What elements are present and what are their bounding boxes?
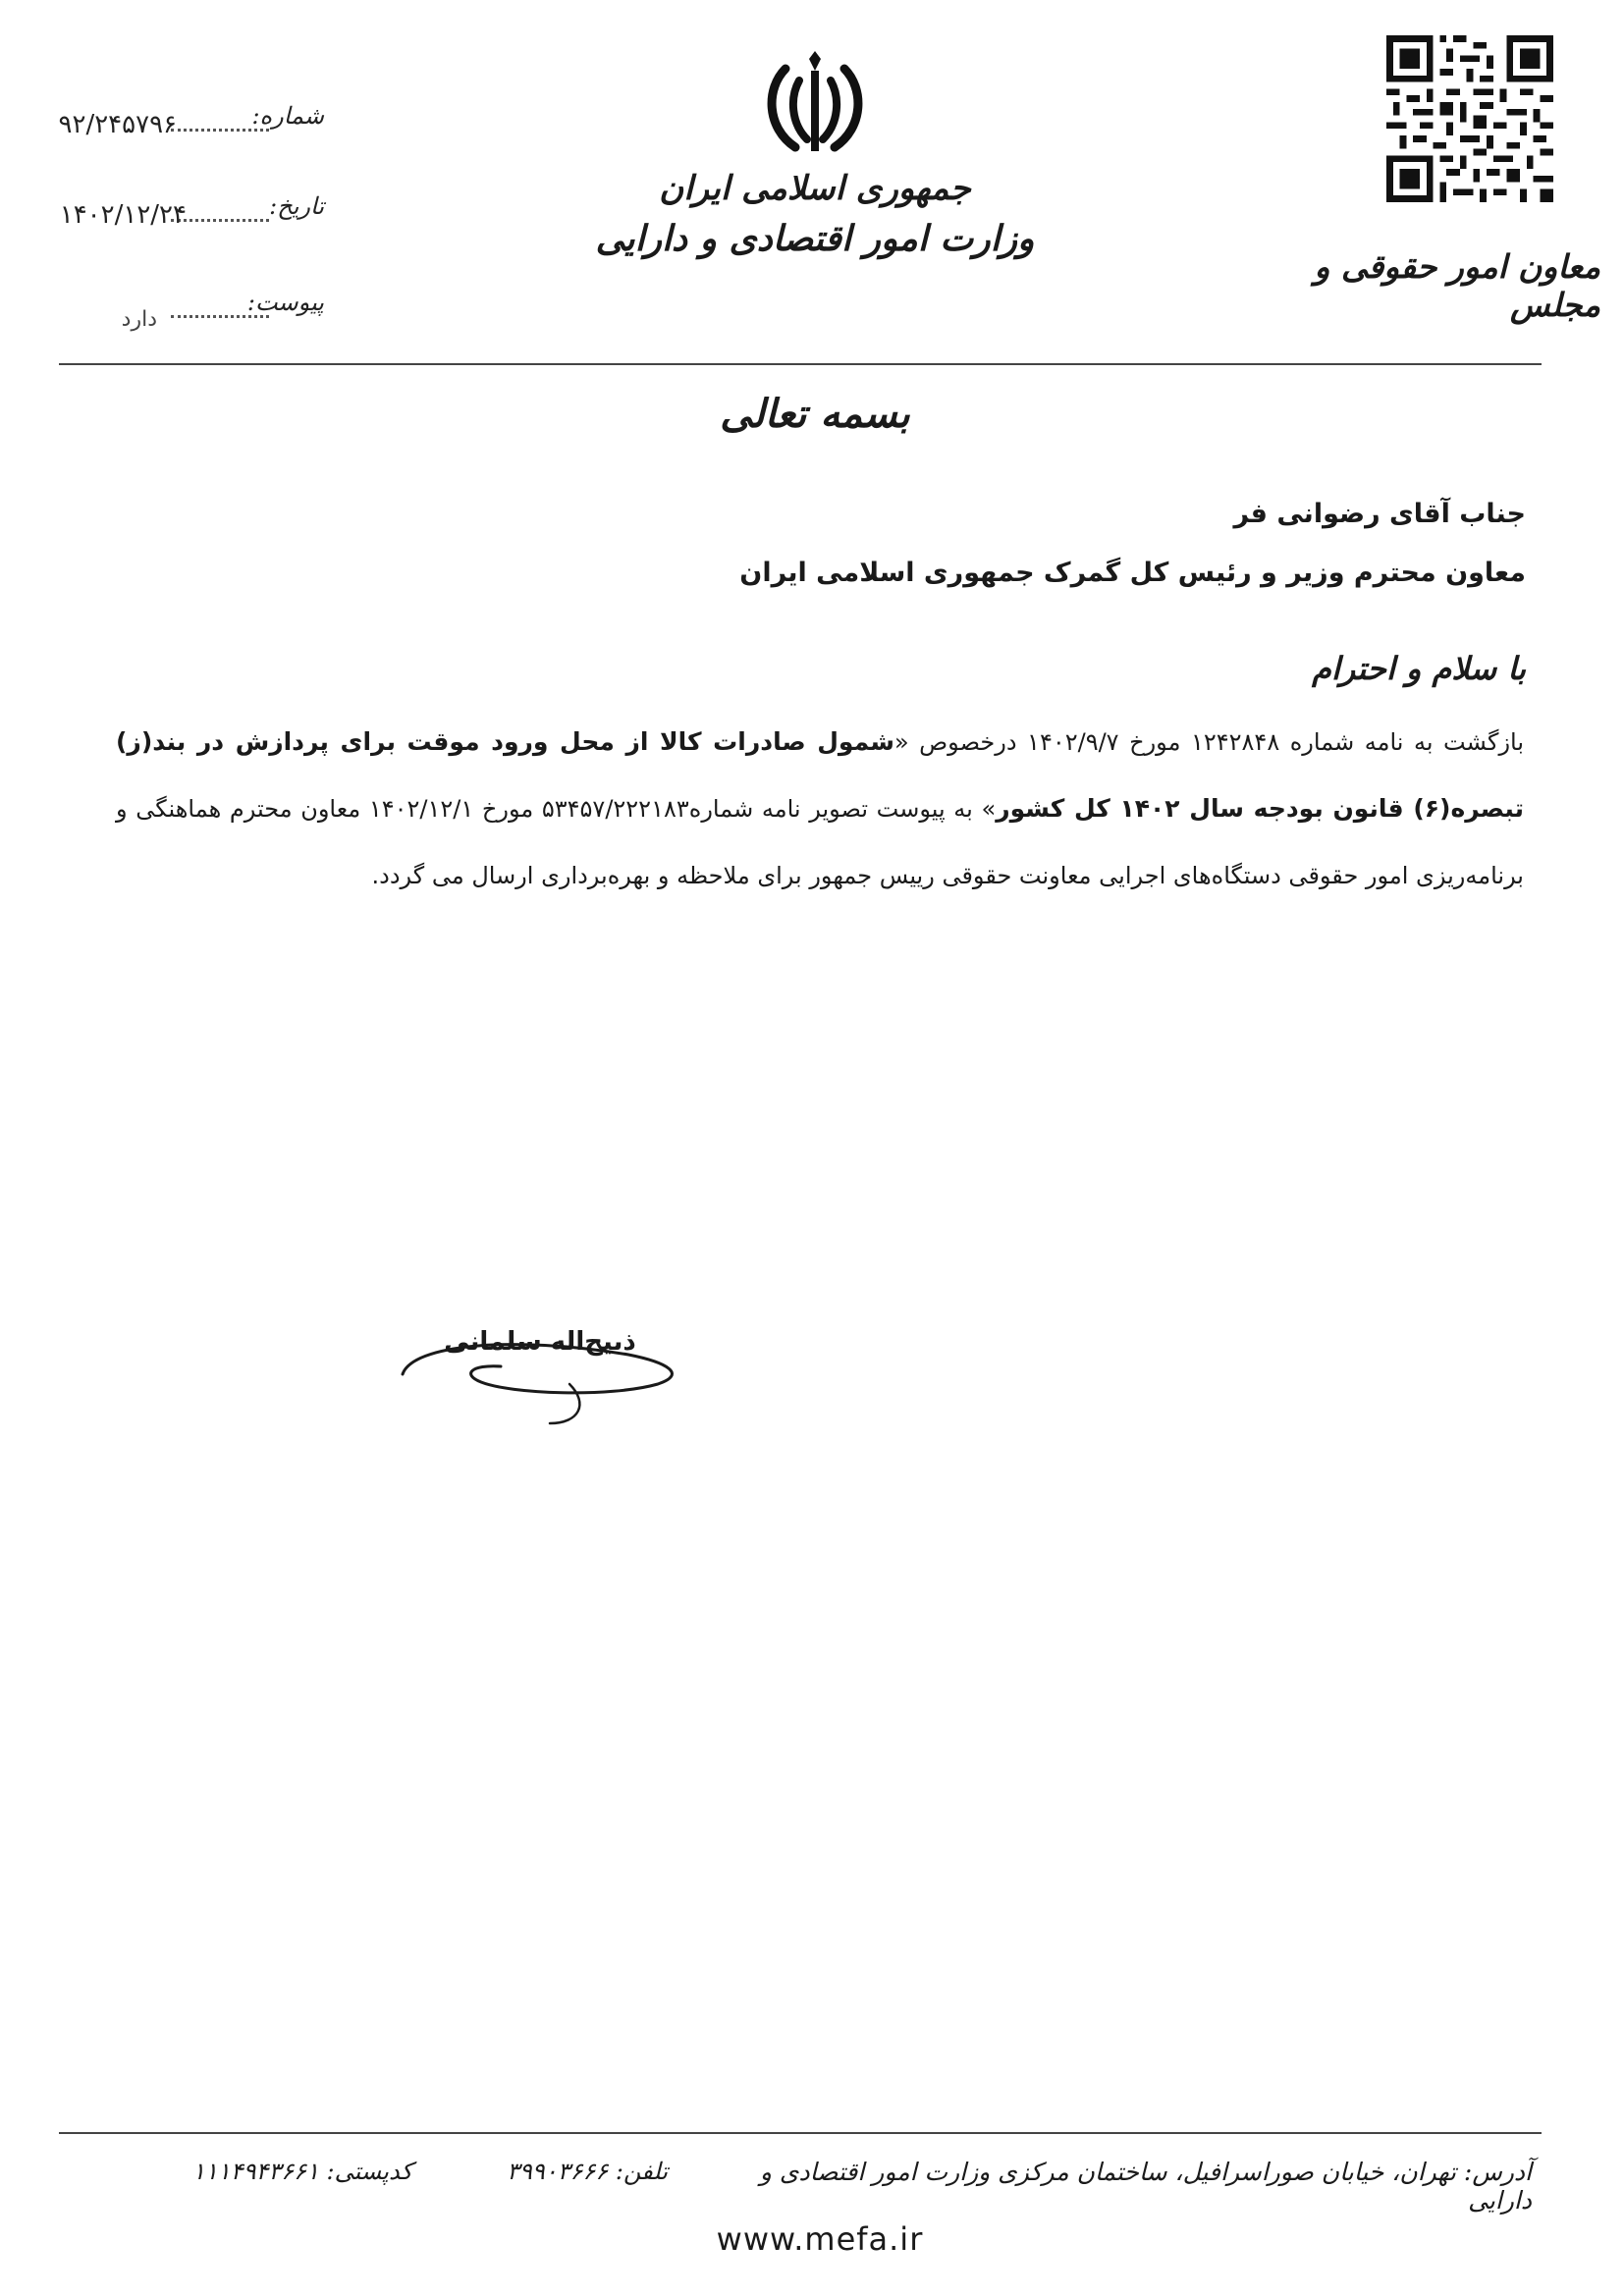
addressee-name: جناب آقای رضوانی فر [1233, 499, 1526, 529]
letter-number-value: ۹۲/۲۴۵۷۹۶ [58, 110, 177, 139]
letter-attachment-row [39, 283, 324, 332]
website-link[interactable]: www.mefa.ir [716, 2220, 924, 2258]
footer-postal-code: کدپستی: ۱۱۱۴۹۴۳۶۶۱ [192, 2158, 412, 2185]
iran-emblem-icon [756, 49, 874, 162]
letter-number-row [39, 96, 324, 145]
letter-attachment-value: دارد [121, 307, 157, 332]
signer-name: ذبیح‌اله سلمانی [444, 1327, 636, 1357]
body-text-part2: » به پیوست تصویر نامه شماره۵۳۴۵۷/۲۲۲۱۸۳ مورخ ۱۴۰۲/۱۲/۱ معاون محترم هماهنگی و برنامه‌ریزی امور حقوقی دستگاه‌های اجرایی معاونت حقوقی رییس جمهور برای ملاحظه و بهره‌برداری ارسال می گردد. [116, 795, 1524, 889]
letter-attachment-label: پیوست: [246, 289, 324, 316]
letter-number-label: شماره: [251, 102, 324, 130]
greeting: با سلام و احترام [1312, 650, 1526, 687]
footer-phone: تلفن: ۳۹۹۰۳۶۶۶ [507, 2158, 668, 2185]
letter-date-value: ۱۴۰۲/۱۲/۲۴ [59, 200, 187, 230]
bismillah-heading: بسمه تعالی [720, 391, 910, 437]
footer-divider [59, 2132, 1542, 2134]
footer-address: آدرس: تهران، خیابان صوراسرافیل، ساختمان مرکزی وزارت امور اقتصادی و دارایی [759, 2158, 1532, 2215]
addressee-title: معاون محترم وزیر و رئیس کل گمرک جمهوری اسلامی ایران [739, 558, 1526, 588]
department-name: معاون امور حقوقی و مجلس [1314, 247, 1600, 324]
ministry-name: وزارت امور اقتصادی و دارایی [595, 218, 1035, 259]
letter-date-label: تاریخ: [269, 192, 324, 220]
letter-date-row [39, 187, 324, 236]
body-text-part1: بازگشت به نامه شماره ۱۲۴۲۸۴۸ مورخ ۱۴۰۲/۹/۷ درخصوص « [893, 728, 1525, 756]
body-subject: شمول صادرات کالا از محل ورود موقت برای پردازش در بند(ز) تبصره(۶) قانون بودجه سال ۱۴۰۲ کل کشور [116, 727, 1525, 823]
qr-code-icon [1386, 35, 1553, 202]
government-name: جمهوری اسلامی ایران [659, 169, 971, 208]
dotted-line [171, 315, 269, 318]
dotted-line [171, 129, 269, 132]
letter-body [116, 709, 1524, 909]
header-divider [59, 363, 1542, 365]
